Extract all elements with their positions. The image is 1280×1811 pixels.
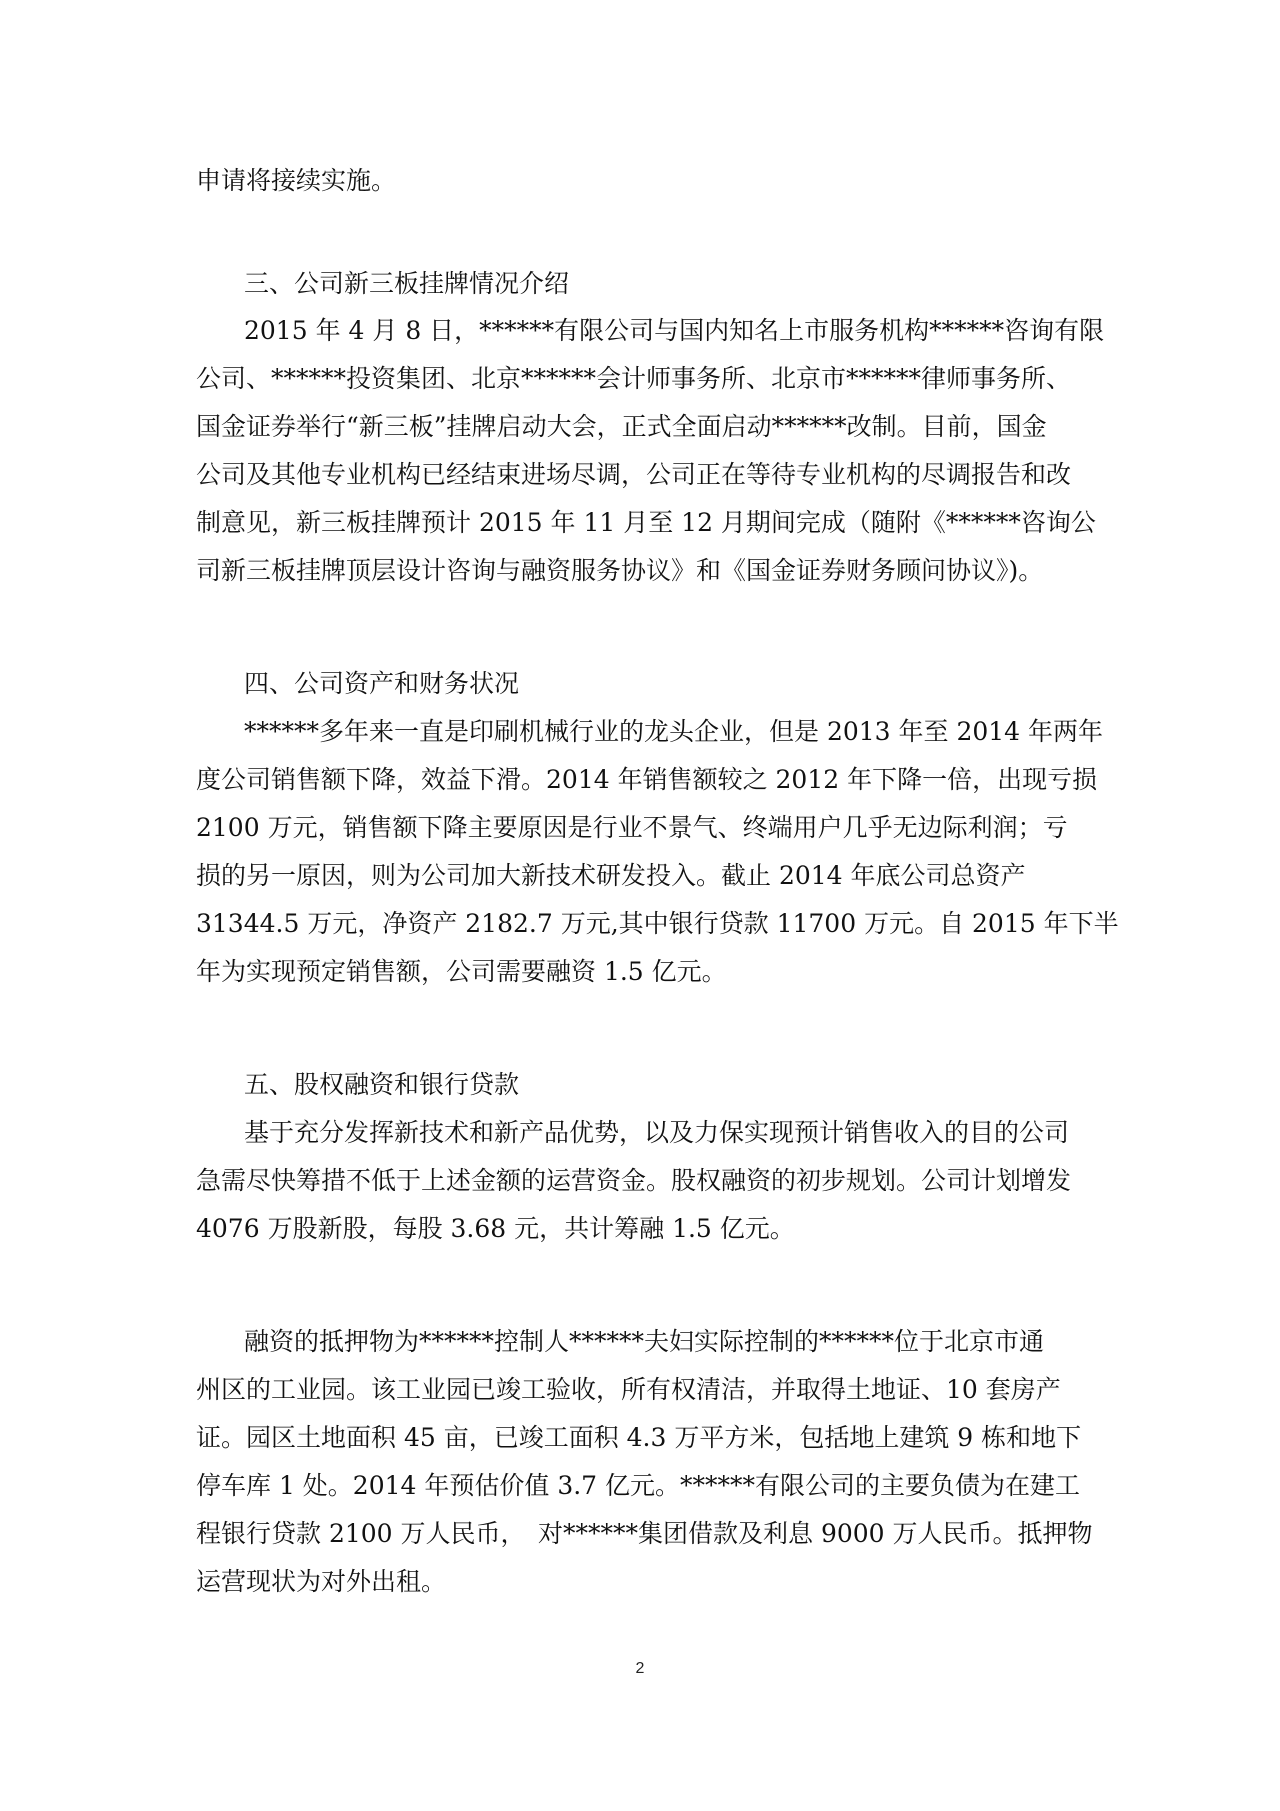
paragraph-line-11: 损的另一原因，则为公司加大新技术研发投入。截止 2014 年底公司总资产 [196, 861, 1026, 890]
paragraph-line-13: 年为实现预定销售额，公司需要融资 1.5 亿元。 [196, 957, 727, 986]
paragraph-line-12: 31344.5 万元，净资产 2182.7 万元,其中银行贷款 11700 万元。自 2015 年下半 [196, 909, 1119, 938]
paragraph-line-18: 州区的工业园。该工业园已竣工验收，所有权清洁，并取得土地证、10 套房产 [196, 1375, 1061, 1404]
paragraph-line-10: 2100 万元，销售额下降主要原因是行业不景气、终端用户几乎无边际利润；亏 [196, 813, 1068, 842]
paragraph-line-17: 融资的抵押物为******控制人******夫妇实际控制的******位于北京市通 [244, 1327, 1045, 1356]
paragraph-line-14: 基于充分发挥新技术和新产品优势，以及力保实现预计销售收入的目的公司 [244, 1118, 1070, 1147]
paragraph-line-2: 2015 年 4 月 8 日，******有限公司与国内知名上市服务机构******咨询有限 [244, 316, 1105, 345]
paragraph-line-6: 制意见，新三板挂牌预计 2015 年 11 月至 12 月期间完成（随附《******咨询公 [196, 508, 1096, 537]
paragraph-line-21: 程银行贷款 2100 万人民币， 对******集团借款及利息 9000 万人民币。抵押物 [196, 1519, 1093, 1548]
paragraph-line-22: 运营现状为对外出租。 [196, 1567, 447, 1596]
paragraph-line-19: 证。园区土地面积 45 亩，已竣工面积 4.3 万平方米，包括地上建筑 9 栋和地下 [196, 1423, 1082, 1452]
paragraph-line-8: ******多年来一直是印刷机械行业的龙头企业，但是 2013 年至 2014 年两年 [244, 717, 1104, 746]
paragraph-line-5: 公司及其他专业机构已经结束进场尽调，公司正在等待专业机构的尽调报告和改 [196, 460, 1072, 489]
section-heading-4: 四、公司资产和财务状况 [244, 669, 520, 698]
paragraph-line-20: 停车库 1 处。2014 年预估价值 3.7 亿元。******有限公司的主要负债为在建工 [196, 1471, 1081, 1500]
paragraph-line-1: 申请将接续实施。 [196, 166, 397, 195]
section-heading-3: 三、公司新三板挂牌情况介绍 [244, 269, 570, 298]
paragraph-line-9: 度公司销售额下降，效益下滑。2014 年销售额较之 2012 年下降一倍，出现亏损 [196, 765, 1098, 794]
section-heading-5: 五、股权融资和银行贷款 [244, 1070, 520, 1099]
paragraph-line-7: 司新三板挂牌顶层设计咨询与融资服务协议》和《国金证券财务顾问协议》)。 [196, 556, 1044, 585]
paragraph-line-3: 公司、******投资集团、北京******会计师事务所、北京市******律师事务所、 [196, 364, 1072, 393]
paragraph-line-16: 4076 万股新股，每股 3.68 元，共计筹融 1.5 亿元。 [196, 1214, 795, 1243]
paragraph-line-4: 国金证券举行“新三板”挂牌启动大会，正式全面启动******改制。目前，国金 [196, 412, 1047, 441]
paragraph-line-15: 急需尽快筹措不低于上述金额的运营资金。股权融资的初步规划。公司计划增发 [196, 1166, 1072, 1195]
page-number: 2 [635, 1660, 645, 1677]
